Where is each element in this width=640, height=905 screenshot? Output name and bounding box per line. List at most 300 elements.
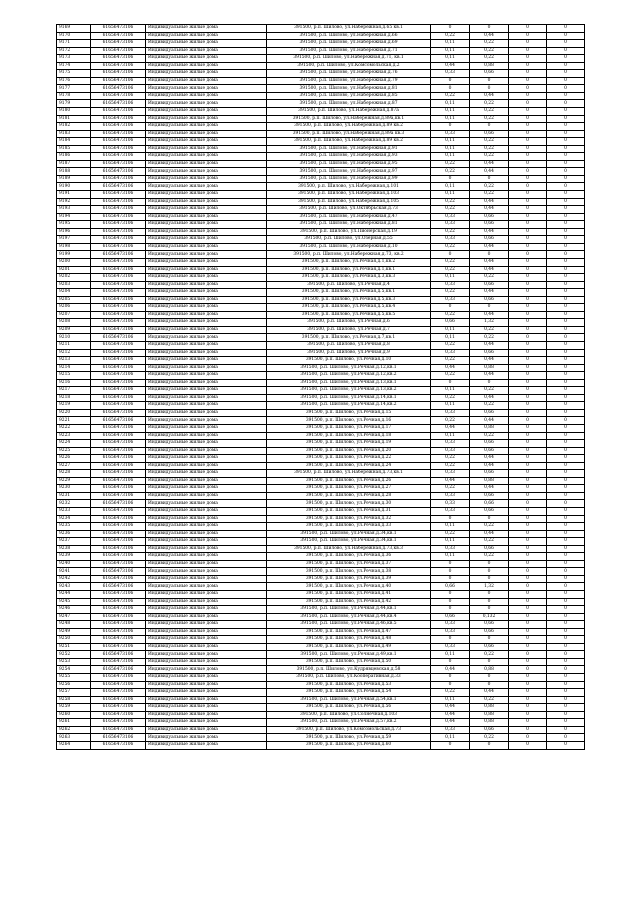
cell-building-type: Индивидуальные жилые дома bbox=[146, 349, 267, 357]
table-row bbox=[57, 175, 585, 183]
cell-building-type: Индивидуальные жилые дома bbox=[146, 741, 267, 749]
table-row bbox=[57, 538, 585, 546]
cell-address: 391500, р.п. Шилово, ул.Речная,д.60 bbox=[267, 741, 431, 749]
table-row bbox=[57, 613, 585, 621]
cell-address: 391500, р.п. Шилово, ул.Набережная,д.91 bbox=[267, 145, 431, 153]
cell-value-1: 0 bbox=[431, 85, 470, 93]
table-row bbox=[57, 236, 585, 244]
cell-code: 61656473106 bbox=[91, 741, 146, 749]
cell-value-2: 0,22 bbox=[470, 538, 509, 546]
cell-value-4: 0 bbox=[547, 515, 585, 523]
cell-value-1: 0 bbox=[431, 175, 470, 183]
cell-value-4: 0 bbox=[547, 236, 585, 244]
table-row bbox=[57, 341, 585, 349]
cell-value-1: 0,44 bbox=[431, 704, 470, 712]
table-row bbox=[57, 289, 585, 297]
cell-value-3: 0 bbox=[509, 25, 547, 33]
table-row bbox=[57, 432, 585, 440]
table-row bbox=[57, 462, 585, 470]
cell-address: 391500, р.п. Шилово, ул.Набережная,д.65 кв.1 bbox=[267, 25, 431, 33]
cell-value-3: 0 bbox=[509, 251, 547, 259]
cell-value-2: 0,44 bbox=[470, 357, 509, 365]
cell-code: 61656473106 bbox=[91, 440, 146, 448]
cell-code: 61656473106 bbox=[91, 55, 146, 63]
table-row bbox=[57, 32, 585, 40]
cell-value-3: 0 bbox=[509, 289, 547, 297]
cell-building-type: Индивидуальные жилые дома bbox=[146, 643, 267, 651]
cell-value-2: 0 bbox=[470, 575, 509, 583]
cell-building-type: Индивидуальные жилые дома bbox=[146, 274, 267, 282]
cell-value-1: 0,33 bbox=[431, 447, 470, 455]
cell-address: 391500, р.п. Шилово, ул.Речная,д.37 bbox=[267, 560, 431, 568]
table-row bbox=[57, 470, 585, 478]
cell-value-1: 0,33 bbox=[431, 349, 470, 357]
cell-building-type: Индивидуальные жилые дома bbox=[146, 455, 267, 463]
cell-value-2: 0 bbox=[470, 379, 509, 387]
table-row bbox=[57, 55, 585, 63]
cell-address: 391500, р.п. Шилово, ул.Речная,д.31 bbox=[267, 508, 431, 516]
cell-value-3: 0 bbox=[509, 32, 547, 40]
cell-address: 391500, р.п. Шилово, ул.Набережная,д.66 bbox=[267, 32, 431, 40]
cell-value-1: 0 bbox=[431, 741, 470, 749]
table-row bbox=[57, 523, 585, 531]
cell-value-3: 0 bbox=[509, 92, 547, 100]
table-row bbox=[57, 575, 585, 583]
cell-value-1: 0,11 bbox=[431, 696, 470, 704]
cell-address: 391500, р.п. Шилово, ул.Речная,д.1,кв.1 bbox=[267, 266, 431, 274]
cell-value-1: 0,11 bbox=[431, 274, 470, 282]
cell-code: 61656473106 bbox=[91, 311, 146, 319]
table-row bbox=[57, 138, 585, 146]
cell-number: 9172 bbox=[57, 47, 91, 55]
cell-value-3: 0 bbox=[509, 175, 547, 183]
table-row bbox=[57, 530, 585, 538]
cell-building-type: Индивидуальные жилые дома bbox=[146, 341, 267, 349]
cell-number: 9254 bbox=[57, 666, 91, 674]
cell-building-type: Индивидуальные жилые дома bbox=[146, 115, 267, 123]
cell-address: 391500, р.п. Шилово, ул.Набережная,д.73,кв.1 bbox=[267, 470, 431, 478]
cell-value-4: 0 bbox=[547, 160, 585, 168]
cell-value-1: 0,11 bbox=[431, 334, 470, 342]
cell-value-4: 0 bbox=[547, 643, 585, 651]
cell-value-2: 0,44 bbox=[470, 243, 509, 251]
cell-value-1: 0,33 bbox=[431, 440, 470, 448]
cell-value-4: 0 bbox=[547, 77, 585, 85]
cell-value-1: 0,11 bbox=[431, 523, 470, 531]
cell-value-2: 0,44 bbox=[470, 485, 509, 493]
cell-value-2: 0 bbox=[470, 658, 509, 666]
cell-value-1: 0,11 bbox=[431, 387, 470, 395]
cell-code: 61656473106 bbox=[91, 530, 146, 538]
cell-number: 9240 bbox=[57, 560, 91, 568]
cell-value-1: 0,11 bbox=[431, 153, 470, 161]
cell-value-4: 0 bbox=[547, 726, 585, 734]
table-row bbox=[57, 636, 585, 644]
cell-code: 61656473106 bbox=[91, 191, 146, 199]
cell-number: 9237 bbox=[57, 538, 91, 546]
cell-building-type: Индивидуальные жилые дома bbox=[146, 689, 267, 697]
cell-number: 9264 bbox=[57, 741, 91, 749]
cell-building-type: Индивидуальные жилые дома bbox=[146, 394, 267, 402]
cell-code: 61656473106 bbox=[91, 281, 146, 289]
cell-value-3: 0 bbox=[509, 130, 547, 138]
cell-value-4: 0 bbox=[547, 583, 585, 591]
cell-value-1: 0,11 bbox=[431, 402, 470, 410]
cell-value-3: 0 bbox=[509, 508, 547, 516]
cell-value-2: 0,66 bbox=[470, 621, 509, 629]
cell-value-3: 0 bbox=[509, 553, 547, 561]
cell-value-3: 0 bbox=[509, 123, 547, 131]
cell-value-2: 0,22 bbox=[470, 387, 509, 395]
table-row bbox=[57, 492, 585, 500]
cell-value-4: 0 bbox=[547, 168, 585, 176]
table-row bbox=[57, 85, 585, 93]
cell-code: 61656473106 bbox=[91, 447, 146, 455]
cell-value-1: 0,22 bbox=[431, 32, 470, 40]
cell-address: 391500, р.п. Шилово, ул.Набережная,д.76 bbox=[267, 70, 431, 78]
cell-code: 61656473106 bbox=[91, 32, 146, 40]
table-row bbox=[57, 643, 585, 651]
cell-number: 9210 bbox=[57, 334, 91, 342]
cell-code: 61656473106 bbox=[91, 341, 146, 349]
cell-value-2: 0,88 bbox=[470, 364, 509, 372]
cell-value-2: 1,32 bbox=[470, 319, 509, 327]
table-row bbox=[57, 387, 585, 395]
cell-number: 9212 bbox=[57, 349, 91, 357]
cell-building-type: Индивидуальные жилые дома bbox=[146, 100, 267, 108]
cell-building-type: Индивидуальные жилые дома bbox=[146, 175, 267, 183]
cell-value-4: 0 bbox=[547, 100, 585, 108]
cell-value-3: 0 bbox=[509, 402, 547, 410]
cell-address: 391500, р.п. Шилово, ул.Набережная,д.79 bbox=[267, 77, 431, 85]
cell-address: 391500, р.п. Шилово, ул.Речная,д.32 bbox=[267, 515, 431, 523]
cell-value-4: 0 bbox=[547, 243, 585, 251]
cell-value-4: 0 bbox=[547, 123, 585, 131]
cell-address: 391500, р.п. Шилово, ул.Речная,д.18 bbox=[267, 432, 431, 440]
cell-value-2: 0 bbox=[470, 674, 509, 682]
cell-address: 391500, р.п. Шилово, ул.Речная,д.54 bbox=[267, 689, 431, 697]
cell-number: 9206 bbox=[57, 304, 91, 312]
cell-value-1: 0,33 bbox=[431, 409, 470, 417]
cell-address: 391500, р.п. Шилово, ул.Набережная,д.71, кв.1 bbox=[267, 55, 431, 63]
cell-code: 61656473106 bbox=[91, 508, 146, 516]
cell-value-4: 0 bbox=[547, 704, 585, 712]
cell-number: 9217 bbox=[57, 387, 91, 395]
cell-address: 391500, р.п. Шилово, ул.Речная,д.24 bbox=[267, 462, 431, 470]
cell-building-type: Индивидуальные жилые дома bbox=[146, 160, 267, 168]
cell-value-4: 0 bbox=[547, 191, 585, 199]
cell-value-4: 0 bbox=[547, 613, 585, 621]
cell-value-3: 0 bbox=[509, 726, 547, 734]
cell-value-4: 0 bbox=[547, 470, 585, 478]
cell-value-1: 0,33 bbox=[431, 296, 470, 304]
cell-value-3: 0 bbox=[509, 77, 547, 85]
cell-value-1: 0,22 bbox=[431, 357, 470, 365]
cell-value-2: 0,44 bbox=[470, 530, 509, 538]
cell-value-1: 0,44 bbox=[431, 62, 470, 70]
cell-value-3: 0 bbox=[509, 311, 547, 319]
cell-address: 391500, р.п. Шилово, ул.Речная,д.6 bbox=[267, 319, 431, 327]
table-row bbox=[57, 243, 585, 251]
cell-value-3: 0 bbox=[509, 545, 547, 553]
cell-building-type: Индивидуальные жилые дома bbox=[146, 523, 267, 531]
cell-code: 61656473106 bbox=[91, 515, 146, 523]
cell-value-2: 0 bbox=[470, 568, 509, 576]
cell-building-type: Индивидуальные жилые дома bbox=[146, 191, 267, 199]
table-row bbox=[57, 553, 585, 561]
cell-number: 9191 bbox=[57, 191, 91, 199]
cell-value-3: 0 bbox=[509, 198, 547, 206]
cell-code: 61656473106 bbox=[91, 123, 146, 131]
cell-building-type: Индивидуальные жилые дома bbox=[146, 719, 267, 727]
cell-code: 61656473106 bbox=[91, 258, 146, 266]
cell-value-2: 0,22 bbox=[470, 145, 509, 153]
cell-value-3: 0 bbox=[509, 606, 547, 614]
cell-address: 391500, р.п. Шилово, ул.Речная,д.36 bbox=[267, 553, 431, 561]
cell-number: 9186 bbox=[57, 153, 91, 161]
cell-address: 391500, р.п. Шилово, ул.Речная,д.44,кв.4 bbox=[267, 613, 431, 621]
cell-value-3: 0 bbox=[509, 621, 547, 629]
cell-value-1: 0,22 bbox=[431, 311, 470, 319]
cell-building-type: Индивидуальные жилые дома bbox=[146, 198, 267, 206]
table-row bbox=[57, 477, 585, 485]
cell-value-1: 0,11 bbox=[431, 40, 470, 48]
cell-value-3: 0 bbox=[509, 138, 547, 146]
cell-value-1: 0 bbox=[431, 636, 470, 644]
cell-value-1: 0,22 bbox=[431, 266, 470, 274]
cell-value-3: 0 bbox=[509, 613, 547, 621]
cell-value-4: 0 bbox=[547, 289, 585, 297]
cell-code: 61656473106 bbox=[91, 621, 146, 629]
cell-value-4: 0 bbox=[547, 658, 585, 666]
table-row bbox=[57, 485, 585, 493]
table-row bbox=[57, 70, 585, 78]
cell-code: 61656473106 bbox=[91, 568, 146, 576]
cell-value-1: 0,33 bbox=[431, 221, 470, 229]
cell-number: 9231 bbox=[57, 492, 91, 500]
table-row bbox=[57, 651, 585, 659]
cell-value-4: 0 bbox=[547, 606, 585, 614]
cell-code: 61656473106 bbox=[91, 153, 146, 161]
cell-value-2: 0,88 bbox=[470, 424, 509, 432]
cell-value-3: 0 bbox=[509, 47, 547, 55]
cell-value-4: 0 bbox=[547, 341, 585, 349]
cell-value-3: 0 bbox=[509, 326, 547, 334]
cell-code: 61656473106 bbox=[91, 681, 146, 689]
cell-value-1: 0,33 bbox=[431, 492, 470, 500]
cell-value-3: 0 bbox=[509, 274, 547, 282]
cell-value-2: 0,88 bbox=[470, 711, 509, 719]
cell-building-type: Индивидуальные жилые дома bbox=[146, 206, 267, 214]
cell-address: 391500, р.п. Шилово, ул.Набережная,д.89 кв.2 bbox=[267, 123, 431, 131]
cell-number: 9185 bbox=[57, 145, 91, 153]
cell-value-3: 0 bbox=[509, 591, 547, 599]
cell-address: 391500, р.п. Шилово, ул.Речная,д.34,кв.1 bbox=[267, 530, 431, 538]
cell-code: 61656473106 bbox=[91, 696, 146, 704]
cell-building-type: Индивидуальные жилые дома bbox=[146, 153, 267, 161]
cell-value-2: 0,44 bbox=[470, 394, 509, 402]
cell-value-3: 0 bbox=[509, 636, 547, 644]
cell-value-3: 0 bbox=[509, 681, 547, 689]
table-row bbox=[57, 198, 585, 206]
cell-value-3: 0 bbox=[509, 304, 547, 312]
cell-number: 9174 bbox=[57, 62, 91, 70]
cell-value-3: 0 bbox=[509, 206, 547, 214]
cell-value-3: 0 bbox=[509, 741, 547, 749]
cell-value-2: 0,22 bbox=[470, 326, 509, 334]
cell-code: 61656473106 bbox=[91, 470, 146, 478]
cell-address: 391500, р.п. Шилово, ул.Озерная,д.55 bbox=[267, 236, 431, 244]
cell-value-2: 0,22 bbox=[470, 696, 509, 704]
cell-building-type: Индивидуальные жилые дома bbox=[146, 243, 267, 251]
cell-value-4: 0 bbox=[547, 651, 585, 659]
cell-number: 9188 bbox=[57, 168, 91, 176]
cell-value-1: 0,66 bbox=[431, 319, 470, 327]
cell-address: 391500, р.п. Шилово, ул.Речная,д.40 bbox=[267, 583, 431, 591]
cell-address: 391500, р.п. Шилово, ул.Кудрявцевская,д.58 bbox=[267, 666, 431, 674]
cell-value-2: 0,44 bbox=[470, 32, 509, 40]
cell-value-1: 0,11 bbox=[431, 553, 470, 561]
cell-value-1: 0,11 bbox=[431, 108, 470, 116]
cell-number: 9199 bbox=[57, 251, 91, 259]
cell-address: 391500, р.п. Шилово, ул.Набережная,д.103 bbox=[267, 191, 431, 199]
cell-building-type: Индивидуальные жилые дома bbox=[146, 711, 267, 719]
table-row bbox=[57, 508, 585, 516]
cell-address: 391500, р.п. Шилово, ул.Речная,д.27 bbox=[267, 485, 431, 493]
table-row bbox=[57, 62, 585, 70]
cell-number: 9234 bbox=[57, 515, 91, 523]
cell-building-type: Индивидуальные жилые дома bbox=[146, 70, 267, 78]
cell-number: 9207 bbox=[57, 311, 91, 319]
cell-value-3: 0 bbox=[509, 213, 547, 221]
cell-value-4: 0 bbox=[547, 357, 585, 365]
cell-value-3: 0 bbox=[509, 168, 547, 176]
cell-value-4: 0 bbox=[547, 221, 585, 229]
cell-address: 391500, р.п. Шилово, ул.Речная,д.26 bbox=[267, 477, 431, 485]
cell-code: 61656473106 bbox=[91, 387, 146, 395]
cell-number: 9261 bbox=[57, 719, 91, 727]
cell-number: 9182 bbox=[57, 123, 91, 131]
cell-number: 9253 bbox=[57, 658, 91, 666]
cell-number: 9247 bbox=[57, 613, 91, 621]
cell-value-2: 0,22 bbox=[470, 334, 509, 342]
table-row bbox=[57, 326, 585, 334]
cell-code: 61656473106 bbox=[91, 424, 146, 432]
table-row bbox=[57, 25, 585, 33]
cell-building-type: Индивидуальные жилые дома bbox=[146, 508, 267, 516]
cell-value-2: 0,88 bbox=[470, 62, 509, 70]
cell-value-4: 0 bbox=[547, 545, 585, 553]
cell-code: 61656473106 bbox=[91, 85, 146, 93]
cell-address: 391500, р.п. Шилово, ул.Речная,д.56 bbox=[267, 704, 431, 712]
cell-building-type: Индивидуальные жилые дома bbox=[146, 266, 267, 274]
cell-value-1: 0,33 bbox=[431, 236, 470, 244]
cell-value-2: 0,44 bbox=[470, 168, 509, 176]
cell-building-type: Индивидуальные жилые дома bbox=[146, 583, 267, 591]
cell-value-4: 0 bbox=[547, 492, 585, 500]
cell-building-type: Индивидуальные жилые дома bbox=[146, 168, 267, 176]
table-row bbox=[57, 304, 585, 312]
table-row bbox=[57, 251, 585, 259]
cell-value-2: 0,44 bbox=[470, 372, 509, 380]
cell-value-1: 0,22 bbox=[431, 258, 470, 266]
cell-code: 61656473106 bbox=[91, 168, 146, 176]
cell-address: 391500, р.п. Шилово, ул.Набережная,д.95 bbox=[267, 160, 431, 168]
cell-code: 61656473106 bbox=[91, 674, 146, 682]
cell-address: 391500, р.п. Шилово, ул.Комсомольская,д.73 bbox=[267, 726, 431, 734]
cell-value-3: 0 bbox=[509, 153, 547, 161]
cell-code: 61656473106 bbox=[91, 689, 146, 697]
cell-address: 391500, р.п. Шилово, ул.Набережная,д.47 bbox=[267, 213, 431, 221]
cell-number: 9170 bbox=[57, 32, 91, 40]
cell-building-type: Индивидуальные жилые дома bbox=[146, 447, 267, 455]
cell-code: 61656473106 bbox=[91, 243, 146, 251]
cell-value-1: 0 bbox=[431, 25, 470, 33]
cell-value-3: 0 bbox=[509, 455, 547, 463]
cell-code: 61656473106 bbox=[91, 394, 146, 402]
cell-address: 391500, р.п. Шилово, ул.Речная,д.3,кв.3 bbox=[267, 274, 431, 282]
cell-value-4: 0 bbox=[547, 55, 585, 63]
cell-building-type: Индивидуальные жилые дома bbox=[146, 304, 267, 312]
cell-number: 9192 bbox=[57, 198, 91, 206]
cell-number: 9219 bbox=[57, 402, 91, 410]
cell-value-2: 0 bbox=[470, 636, 509, 644]
cell-value-2: 0,66 bbox=[470, 296, 509, 304]
cell-building-type: Индивидуальные жилые дома bbox=[146, 92, 267, 100]
cell-value-3: 0 bbox=[509, 236, 547, 244]
cell-number: 9171 bbox=[57, 40, 91, 48]
cell-building-type: Индивидуальные жилые дома bbox=[146, 545, 267, 553]
cell-value-2: 0,22 bbox=[470, 651, 509, 659]
cell-value-4: 0 bbox=[547, 636, 585, 644]
cell-number: 9236 bbox=[57, 530, 91, 538]
table-row bbox=[57, 274, 585, 282]
cell-value-3: 0 bbox=[509, 372, 547, 380]
cell-value-1: 0,11 bbox=[431, 432, 470, 440]
cell-building-type: Индивидуальные жилые дома bbox=[146, 236, 267, 244]
cell-value-4: 0 bbox=[547, 92, 585, 100]
table-row bbox=[57, 515, 585, 523]
cell-value-2: 0,66 bbox=[470, 545, 509, 553]
cell-value-3: 0 bbox=[509, 515, 547, 523]
cell-number: 9242 bbox=[57, 575, 91, 583]
cell-address: 391500, р.п. Шилово, ул.Набережная,д.93 bbox=[267, 153, 431, 161]
cell-value-1: 0 bbox=[431, 681, 470, 689]
cell-value-2: 0,66 bbox=[470, 492, 509, 500]
cell-value-3: 0 bbox=[509, 85, 547, 93]
cell-value-1: 0 bbox=[431, 591, 470, 599]
cell-value-1: 0,11 bbox=[431, 538, 470, 546]
cell-address: 391500, р.п. Шилово, ул.Речная,д.28 bbox=[267, 492, 431, 500]
cell-value-2: 0 bbox=[470, 515, 509, 523]
cell-value-2: 0,88 bbox=[470, 666, 509, 674]
cell-value-1: 0,33 bbox=[431, 621, 470, 629]
cell-value-4: 0 bbox=[547, 568, 585, 576]
cell-value-4: 0 bbox=[547, 379, 585, 387]
cell-value-1: 0,66 bbox=[431, 583, 470, 591]
cell-code: 61656473106 bbox=[91, 40, 146, 48]
cell-value-1: 0,11 bbox=[431, 115, 470, 123]
cell-value-4: 0 bbox=[547, 538, 585, 546]
cell-value-1: 0,11 bbox=[431, 734, 470, 742]
table-row bbox=[57, 100, 585, 108]
cell-value-2: 0,66 bbox=[470, 213, 509, 221]
cell-code: 61656473106 bbox=[91, 115, 146, 123]
cell-number: 9221 bbox=[57, 417, 91, 425]
cell-building-type: Индивидуальные жилые дома bbox=[146, 530, 267, 538]
cell-code: 61656473106 bbox=[91, 100, 146, 108]
cell-value-2: 0,66 bbox=[470, 628, 509, 636]
